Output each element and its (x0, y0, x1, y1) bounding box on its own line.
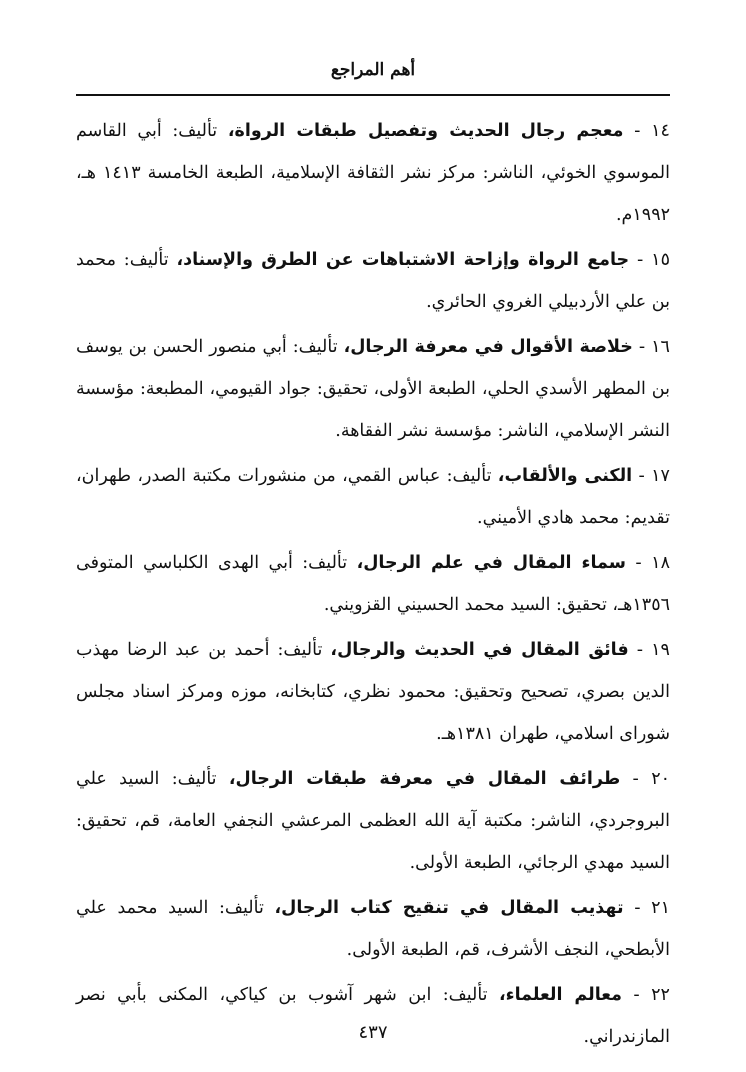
entry-details: تأليف: أبي الهدى الكلباسي المتوفى ١٣٥٦هـ، تحقيق: السيد محمد الحسيني القزويني. (76, 553, 670, 615)
entry-details: تأليف: محمد بن علي الأردبيلي الغروي الحائري. (76, 250, 670, 312)
reference-entry (76, 887, 670, 971)
entry-number: ١٧ - (638, 466, 670, 486)
entry-details: تأليف: أبي منصور الحسن بن يوسف بن المطهر الأسدي الحلي، الطبعة الأولى، تحقيق: جواد القيومي، المطبعة: مؤسسة النشر الإسلامي، الناشر: مؤسسة نشر الفقاهة. (76, 337, 670, 441)
entry-number: ١٨ - (635, 553, 670, 573)
entry-number: ٢٠ - (632, 769, 670, 789)
entry-title: فائق المقال في الحديث والرجال، (330, 640, 629, 660)
entry-title: جامع الرواة وإزاحة الاشتباهات عن الطرق والإسناد، (176, 250, 630, 270)
entry-title: طرائف المقال في معرفة طبقات الرجال، (228, 769, 621, 789)
entry-number: ١٦ - (638, 337, 670, 357)
reference-entry (76, 455, 670, 539)
reference-entry (76, 110, 670, 236)
reference-entry (76, 758, 670, 884)
entry-number: ١٥ - (637, 250, 670, 270)
reference-entry (76, 239, 670, 323)
entry-title: سماء المقال في علم الرجال، (356, 553, 626, 573)
header-rule (76, 94, 670, 96)
entry-title: الكنى والألقاب، (497, 466, 633, 486)
entry-details: تأليف: السيد علي البروجردي، الناشر: مكتبة آية الله العظمى المرعشي النجفي العامة، قم، تحقيق: السيد مهدي الرجائي، الطبعة الأولى. (76, 769, 670, 873)
reference-entry (76, 974, 670, 1058)
entry-number: ١٩ - (636, 640, 670, 660)
entry-number: ٢١ - (634, 898, 670, 918)
entry-number: ١٤ - (634, 121, 670, 141)
entry-details: تأليف: عباس القمي، من منشورات مكتبة الصدر، طهران، تقديم: محمد هادي الأميني. (76, 466, 670, 528)
reference-entry (76, 542, 670, 626)
entry-title: تهذيب المقال في تنقيح كتاب الرجال، (274, 898, 624, 918)
entry-details: تأليف: أحمد بن عبد الرضا مهذب الدين بصري، تصحيح وتحقيق: محمود نظري، كتابخانه، موزه ومركز اسناد مجلس شوراى اسلامي، طهران ١٣٨١هـ. (76, 640, 670, 744)
page-number: ٤٣٧ (358, 1022, 388, 1043)
entry-title: خلاصة الأقوال في معرفة الرجال، (343, 337, 633, 357)
entry-details: تأليف: السيد محمد علي الأبطحي، النجف الأشرف، قم، الطبعة الأولى. (76, 898, 670, 960)
entry-title: معالم العلماء، (498, 985, 622, 1005)
entry-details: تأليف: ابن شهر آشوب بن كياكي، المكنى بأبي نصر المازندراني. (76, 985, 670, 1047)
running-header: أهم المراجع (330, 60, 416, 80)
entry-number: ٢٢ - (633, 985, 670, 1005)
references-list (76, 110, 670, 1061)
reference-entry (76, 326, 670, 452)
entry-title: معجم رجال الحديث وتفصيل طبقات الرواة، (227, 121, 624, 141)
entry-details: تأليف: أبي القاسم الموسوي الخوئي، الناشر: مركز نشر الثقافة الإسلامية، الطبعة الخامسة ١٤١٣ هـ، ١٩٩٢م. (76, 121, 670, 225)
reference-entry (76, 629, 670, 755)
